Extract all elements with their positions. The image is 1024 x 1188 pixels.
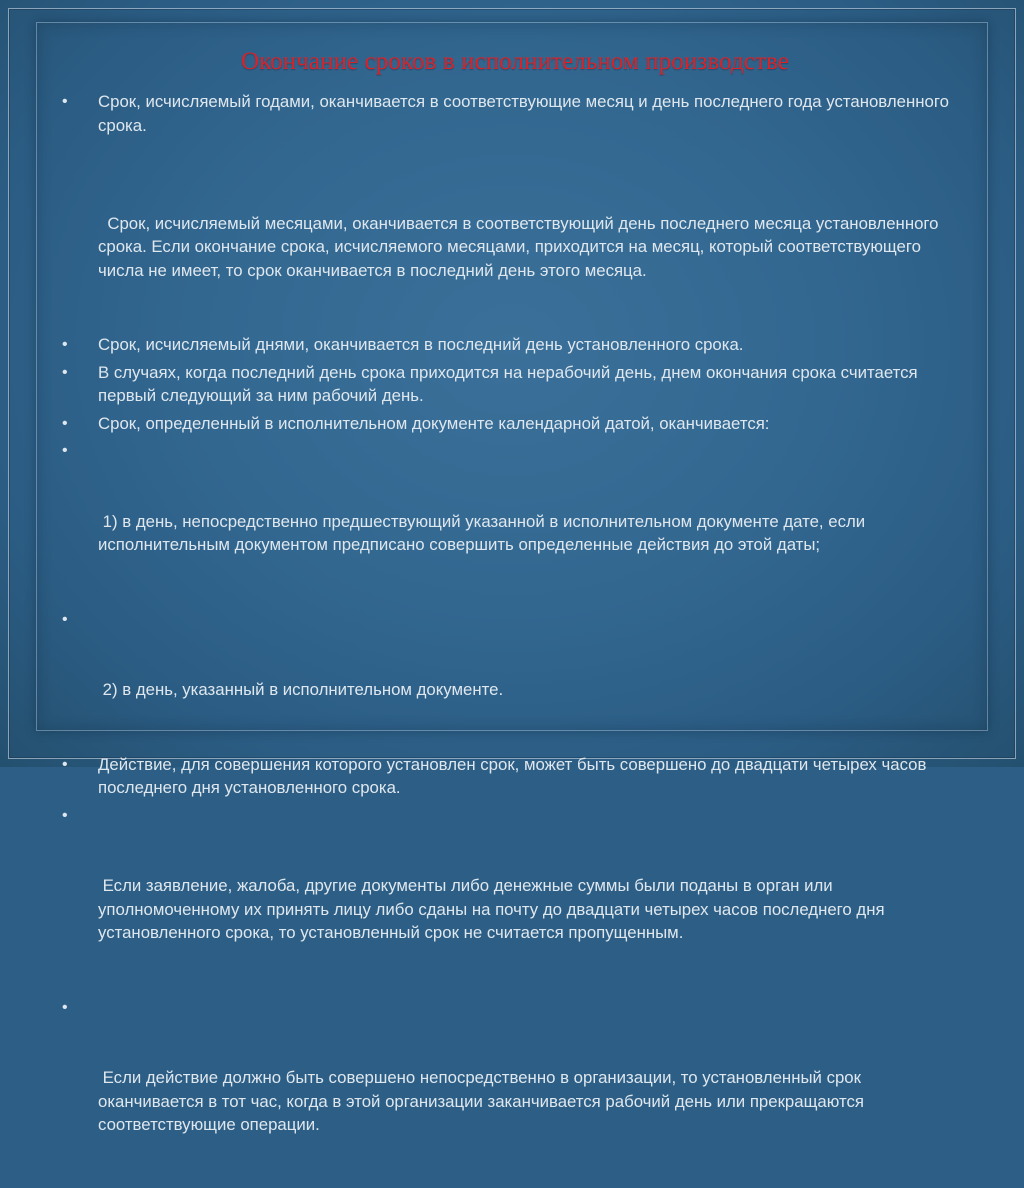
slide-title: Окончание сроков в исполнительном производстве [241,48,789,75]
list-item [60,608,970,749]
list-item-text: Срок, исчисляемый днями, оканчивается в последний день установленного срока. [98,335,744,354]
list-item [60,996,970,1184]
bullet-icon: • [62,610,68,628]
list-item-text: Срок, исчисляемый годами, оканчивается в соответствующие месяц и день последнего года установленного срока. [98,92,949,135]
bullet-icon: • [62,93,68,110]
list-item [60,90,970,137]
bullet-icon: • [62,442,68,459]
list-item-text: Если действие должно быть совершено непосредственно в организации, то установленный срок оканчивается в тот час, когда в этой организации заканчивается рабочий день или прекращаются соответствующие операции. [98,1068,869,1134]
list-item-text: В случаях, когда последний день срока приходится на нерабочий день, днем окончания срока считается первый следующий за ним рабочий день. [98,362,918,405]
bullet-icon: • [62,806,68,824]
bullet-icon: • [62,998,68,1016]
list-item [60,804,970,992]
list-item [60,361,970,408]
list-item [60,333,970,357]
list-item [60,412,970,436]
list-item-text: Срок, определенный в исполнительном документе календарной датой, оканчивается: [98,413,770,433]
list-item [60,439,970,604]
slide-content [60,40,970,1188]
list-item-text: 2) в день, указанный в исполнительном документе. [98,680,504,699]
bullet-icon: • [62,414,68,432]
list-item-text: Действие, для совершения которого установлен срок, может быть совершено до двадцати четырех часов последнего дня установленного срока. [98,754,927,797]
list-item-text: 1) в день, непосредственно предшествующий указанной в исполнительном документе дате, если исполнительным документом предписано совершить определенные действия до этой даты; [98,511,870,554]
list-item-text: Если заявление, жалоба, другие документы либо денежные суммы были поданы в орган или уполномоченному их принять лицу либо сданы на почту до двадцати четырех часов последнего дня установленного срока, то установленный срок не считается пропущенным. [98,876,890,942]
bullet-icon: • [62,336,68,353]
bullet-icon: • [62,363,68,381]
list-item-text: Срок, исчисляемый месяцами, оканчивается в соответствующий день последнего месяца установленного срока. Если окончание срока, исчисляемого месяцами, приходится на месяц, который соответствующего числа не имеет, то срок оканчивается в последний день этого месяца. [98,213,944,280]
list-item [60,753,970,800]
list-item [60,141,970,329]
bullet-icon: • [62,755,68,773]
bullet-list [60,90,970,1184]
